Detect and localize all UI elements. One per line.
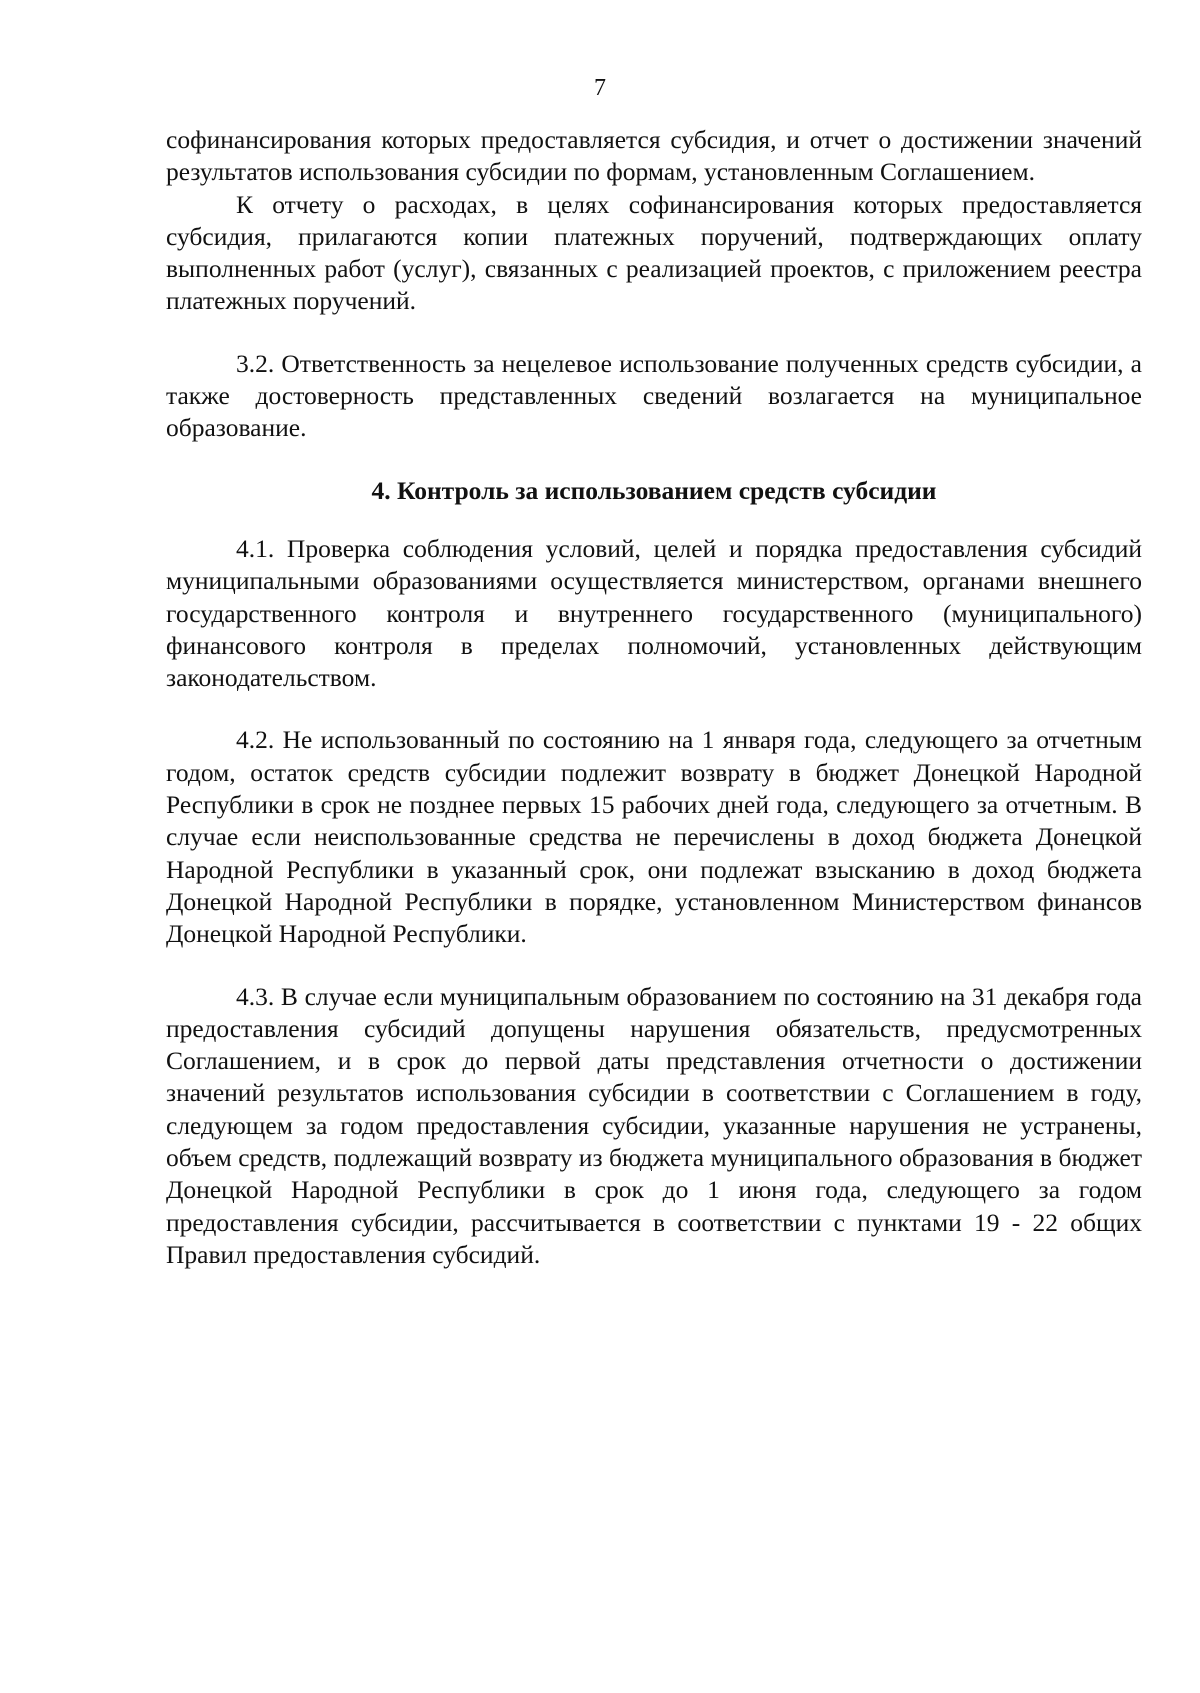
paragraph-4-2: 4.2. Не использованный по состоянию на 1 января года, следующего за отчетным годом, остаток средств субсидии подлежит возврату в бюджет Донецкой Народной Республики в срок не позднее первых 15 рабочих дней года, следующего за отчетным. В случае если неиспользованные средства не перечислены в доход бюджета Донецкой Народной Республики в указанный срок, они подлежат взысканию в доход бюджета Донецкой Народной Республики в порядке, установленном Министерством финансов Донецкой Народной Республики. <box>166 725 1142 949</box>
section-4-heading: 4. Контроль за использованием средств субсидии <box>371 475 937 505</box>
spacer <box>166 318 1142 348</box>
spacer <box>166 951 1142 981</box>
spacer <box>166 445 1142 475</box>
paragraph-4-1: 4.1. Проверка соблюдения условий, целей и порядка предоставления субсидий муниципальными образованиями осуществляется министерством, органами внешнего государственного контроля и внутреннего государственного (муниципального) финансового контроля в пределах полномочий, установленных действующим законодательством. <box>166 533 1142 693</box>
paragraph-3-2: 3.2. Ответственность за нецелевое использование полученных средств субсидии, а также достоверность представленных сведений возлагается на муниципальное образование. <box>166 348 1142 443</box>
spacer <box>166 694 1142 724</box>
spacer <box>166 507 1142 533</box>
document-body <box>166 124 1142 1271</box>
paragraph-4-3: 4.3. В случае если муниципальным образованием по состоянию на 31 декабря года предоставления субсидий допущены нарушения обязательств, предусмотренных Соглашением, и в срок до первой даты представления отчетности о достижении значений результатов использования субсидии в соответствии с Соглашением в году, следующем за годом предоставления субсидии, указанные нарушения не устранены, объем средств, подлежащий возврату из бюджета муниципального образования в бюджет Донецкой Народной Республики в срок до 1 июня года, следующего за годом предоставления субсидии, рассчитывается в соответствии с пунктами 19 - 22 общих Правил предоставления субсидий. <box>166 981 1142 1269</box>
page-number: 7 <box>594 75 606 101</box>
paragraph-continuation: софинансирования которых предоставляется субсидия, и отчет о достижении значений результатов использования субсидии по формам, установленным Соглашением. <box>166 125 1142 187</box>
paragraph-report-attachments: К отчету о расходах, в целях софинансирования которых предоставляется субсидия, прилагаются копии платежных поручений, подтверждающих оплату выполненных работ (услуг), связанных с реализацией проектов, с приложением реестра платежных поручений. <box>166 189 1142 316</box>
